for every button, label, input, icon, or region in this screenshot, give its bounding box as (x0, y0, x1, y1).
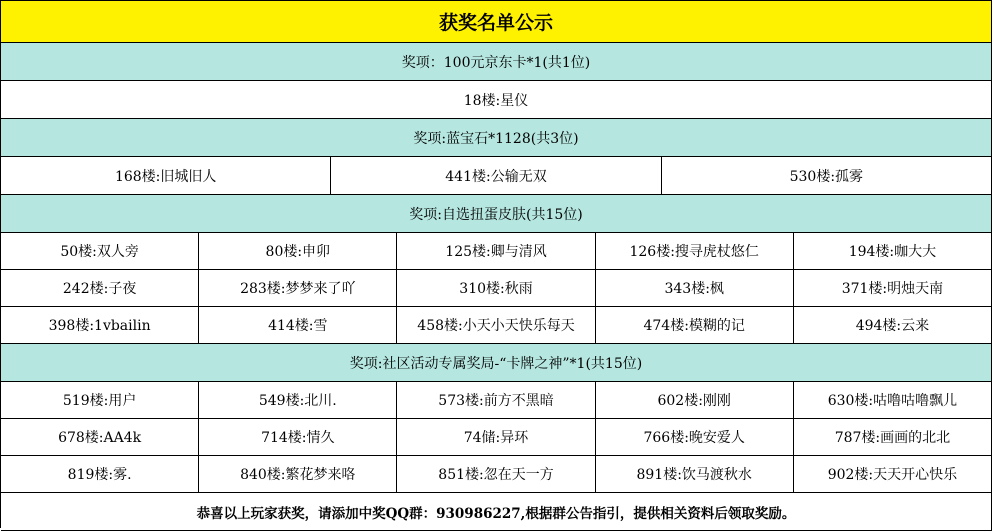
section-heading-row (1, 119, 992, 157)
winner-cell: 414楼:雪 (199, 307, 397, 343)
winner-cell: 840楼:繁花梦来咯 (199, 456, 397, 492)
footer-row (1, 493, 992, 531)
winner-cell: 458楼:小天小天快乐每天 (397, 307, 595, 343)
winner-cell: 18楼:星仪 (1, 81, 992, 118)
winner-cell: 530楼:孤雾 (662, 157, 992, 194)
page-title: 获奖名单公示 (1, 1, 992, 42)
winner-cell: 343楼:枫 (596, 270, 794, 306)
winner-cell: 474楼:模糊的记 (596, 307, 794, 343)
winner-row (1, 456, 992, 493)
section-heading: 奖项:自选扭蛋皮肤(共15位) (1, 195, 992, 232)
winner-cell: 74储:异环 (397, 419, 595, 455)
winner-row (1, 419, 992, 456)
section-heading-row (1, 195, 992, 233)
section-heading: 奖项：100元京东卡*1(共1位) (1, 43, 992, 80)
winner-cell: 678楼:AA4k (1, 419, 199, 455)
winner-cell: 80楼:申卯 (199, 233, 397, 269)
section-heading-row (1, 43, 992, 81)
winner-cell: 494楼:云来 (794, 307, 992, 343)
winner-cell: 398楼:1vbailin (1, 307, 199, 343)
section-heading-row (1, 344, 992, 382)
winner-cell: 573楼:前方不黑暗 (397, 382, 595, 418)
winner-cell: 549楼:北川. (199, 382, 397, 418)
winner-cell: 242楼:子夜 (1, 270, 199, 306)
winner-cell: 766楼:晚安爱人 (596, 419, 794, 455)
winner-cell: 126楼:搜寻虎杖悠仁 (596, 233, 794, 269)
winner-row (1, 307, 992, 344)
winner-cell: 283楼:梦梦来了吖 (199, 270, 397, 306)
winner-cell: 630楼:咕噜咕噜飘儿 (794, 382, 992, 418)
winner-cell: 371楼:明烛天南 (794, 270, 992, 306)
winner-cell: 891楼:饮马渡秋水 (596, 456, 794, 492)
winner-cell: 787楼:画画的北北 (794, 419, 992, 455)
section-heading: 奖项:社区活动专属奖局-“卡牌之神”*1(共15位) (1, 344, 992, 381)
winner-row (1, 382, 992, 419)
winner-cell: 50楼:双人旁 (1, 233, 199, 269)
title-row (1, 1, 992, 43)
section-heading: 奖项:蓝宝石*1128(共3位) (1, 119, 992, 156)
winner-cell: 714楼:情久 (199, 419, 397, 455)
winner-row (1, 233, 992, 270)
winner-cell: 310楼:秋雨 (397, 270, 595, 306)
winner-cell: 851楼:忽在天一方 (397, 456, 595, 492)
winner-cell: 441楼:公输无双 (331, 157, 661, 194)
winner-cell: 602楼:刚刚 (596, 382, 794, 418)
footer-notice: 恭喜以上玩家获奖，请添加中奖QQ群：930986227,根据群公告指引，提供相关资料后领取奖励。 (1, 493, 992, 530)
winner-cell: 519楼:用户 (1, 382, 199, 418)
winner-cell: 125楼:卿与清风 (397, 233, 595, 269)
winner-cell: 168楼:旧城旧人 (1, 157, 331, 194)
winner-row (1, 270, 992, 307)
winner-cell: 819楼:雾. (1, 456, 199, 492)
winner-row (1, 81, 992, 119)
winner-cell: 902楼:天天开心快乐 (794, 456, 992, 492)
winner-row (1, 157, 992, 195)
winner-cell: 194楼:咖大大 (794, 233, 992, 269)
